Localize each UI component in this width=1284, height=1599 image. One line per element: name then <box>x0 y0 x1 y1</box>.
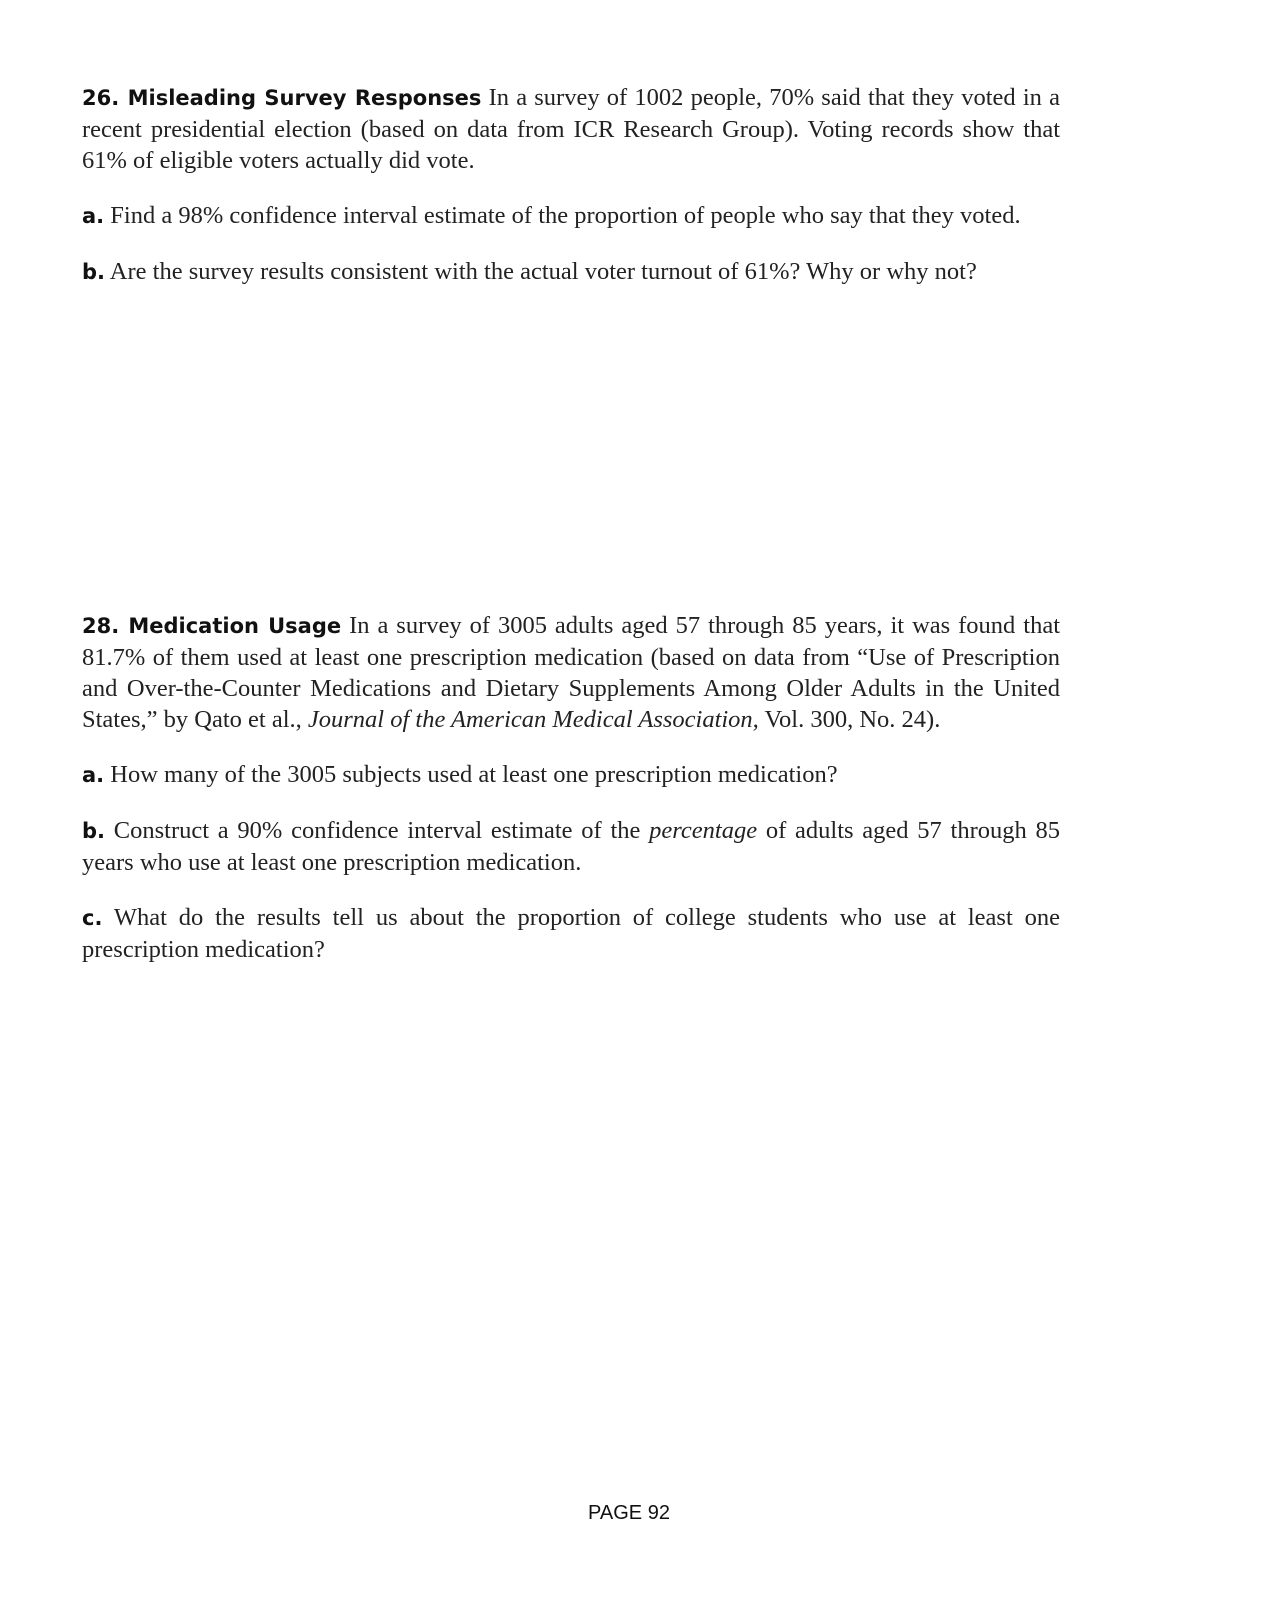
problem-26-part-a <box>82 200 1060 232</box>
problem-28-heading <box>82 614 341 638</box>
problem-28-number: 28. <box>82 614 120 638</box>
part-text: How many of the 3005 subjects used at least one prescription medication? <box>110 761 838 788</box>
part-emphasis: percentage <box>649 817 758 844</box>
problem-26-part-b <box>82 256 1060 288</box>
journal-title: Journal of the American Medical Association, <box>307 706 759 733</box>
problem-28-statement <box>82 610 1060 735</box>
problem-28-title: Medication Usage <box>128 614 342 638</box>
problem-28-body-end: Vol. 300, No. 24). <box>764 706 941 733</box>
part-letter: a. <box>82 204 105 228</box>
problem-26-statement <box>82 82 1060 176</box>
part-letter: a. <box>82 763 105 787</box>
problem-28-part-c <box>82 902 1060 965</box>
problem-26 <box>82 82 1060 288</box>
problem-28-part-b <box>82 815 1060 878</box>
problem-26-title: Misleading Survey Responses <box>127 86 482 110</box>
part-text-after: of adults aged 57 through 85 years who use at least one prescription medication. <box>82 817 1061 876</box>
problem-28 <box>82 610 1060 965</box>
problem-28-body-start: In a survey of 3005 adults aged 57 through 85 years, it was found that 81.7% of them used at least one prescription medication (based on data from “Use of Prescription and Over-the-Counter Medications and Dietary Supplements Among Older Adults in the United States,” by Qato et al., <box>82 612 1061 733</box>
part-text: Are the survey results consistent with the actual voter turnout of 61%? Why or why not? <box>109 258 977 285</box>
part-text-before: Construct a 90% confidence interval estimate of the <box>113 817 641 844</box>
part-text: What do the results tell us about the proportion of college students who use at least one prescription medication? <box>82 904 1060 963</box>
problem-28-part-a <box>82 759 1060 791</box>
page-number: PAGE 92 <box>588 1502 670 1524</box>
problem-26-number: 26. <box>82 86 120 110</box>
problem-26-body: In a survey of 1002 people, 70% said that they voted in a recent presidential election (based on data from ICR Research Group). Voting records show that 61% of eligible voters actually did vote. <box>82 84 1060 174</box>
part-letter: c. <box>82 906 103 930</box>
part-letter: b. <box>82 260 106 284</box>
part-letter: b. <box>82 819 106 843</box>
problem-26-heading <box>82 86 481 110</box>
part-text: Find a 98% confidence interval estimate of the proportion of people who say that they voted. <box>110 202 1021 229</box>
